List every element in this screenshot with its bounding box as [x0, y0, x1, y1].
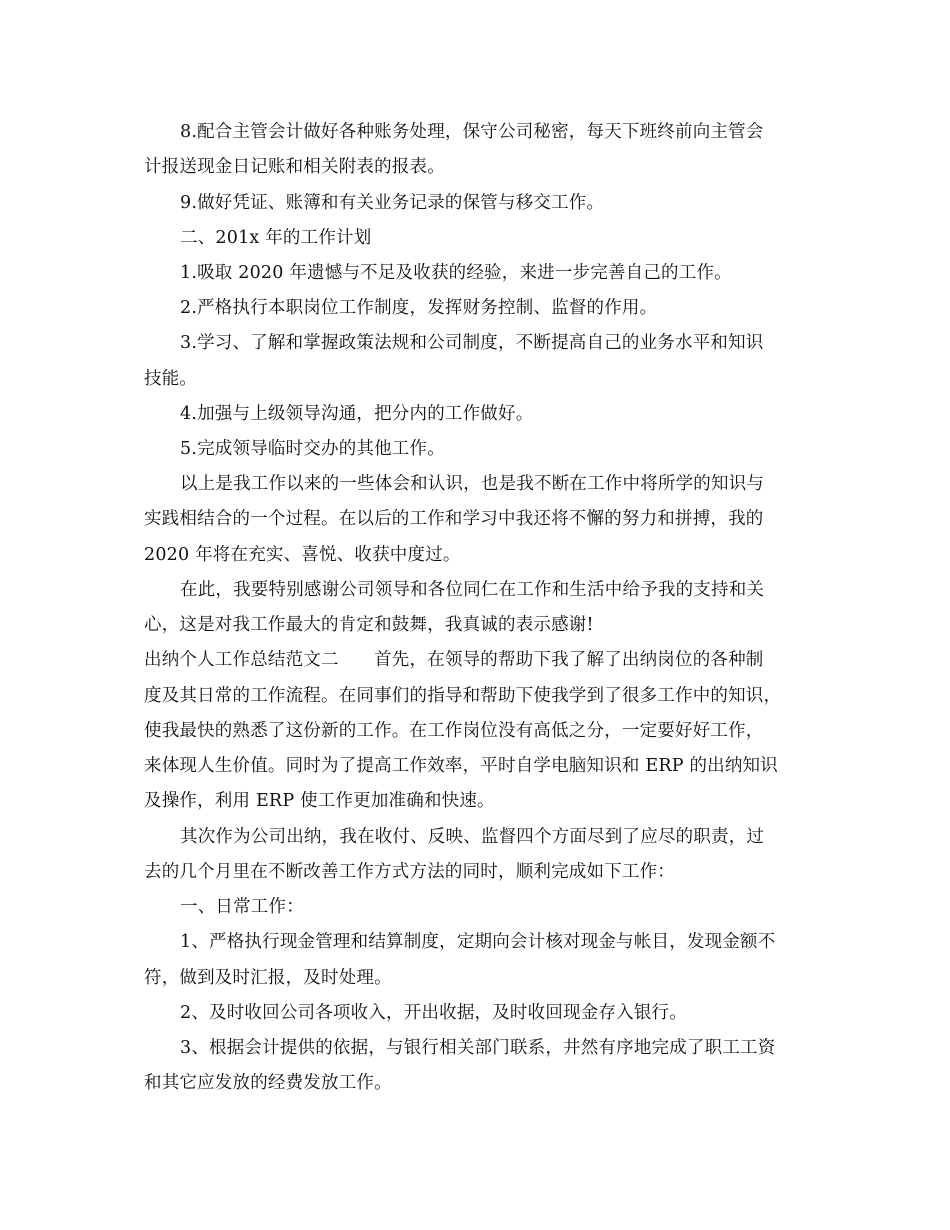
text-line: 5.完成领导临时交办的其他工作。 [180, 439, 445, 459]
text-line: 1、严格执行现金管理和结算制度，定期向会计核对现金与帐目，发现金额不 [180, 932, 776, 952]
text-line: 符，做到及时汇报，及时处理。 [144, 968, 392, 988]
text-line: 心，这是对我工作最大的肯定和鼓舞，我真诚的表示感谢! [144, 615, 594, 635]
text-line: 4.加强与上级领导沟通，把分内的工作做好。 [180, 404, 534, 424]
text-line: 8.配合主管会计做好各种账务处理，保守公司秘密，每天下班终前向主管会 [180, 122, 764, 142]
text-line: 技能。 [144, 369, 198, 389]
text-line: 3、根据会计提供的依据，与银行相关部门联系，井然有序地完成了职工工资 [180, 1038, 776, 1058]
text-line: 去的几个月里在不断改善工作方式方法的同时，顺利完成如下工作： [144, 862, 675, 882]
text-line: 其次作为公司出纳，我在收付、反映、监督四个方面尽到了应尽的职责，过 [180, 827, 765, 847]
text-line: 2.严格执行本职岗位工作制度，发挥财务控制、监督的作用。 [180, 298, 658, 318]
text-line: 计报送现金日记账和相关附表的报表。 [144, 157, 445, 177]
text-line: 2、及时收回公司各项收入，开出收据，及时收回现金存入银行。 [180, 1003, 687, 1023]
text-line: 以上是我工作以来的一些体会和认识，也是我不断在工作中将所学的知识与 [180, 474, 765, 494]
text-line: 实践相结合的一个过程。在以后的工作和学习中我还将不懈的努力和拼搏，我的 [144, 509, 764, 529]
text-line: 2020 年将在充实、喜悦、收获中度过。 [144, 545, 461, 565]
section-heading: 一、日常工作： [180, 897, 304, 917]
text-line: 1.吸取 2020 年遗憾与不足及收获的经验，来进一步完善自己的工作。 [180, 263, 732, 283]
text-line: 及操作，利用 ERP 使工作更加准确和快速。 [144, 791, 495, 811]
text-line: 来体现人生价值。同时为了提高工作效率，平时自学电脑知识和 ERP 的出纳知识 [144, 756, 778, 776]
text-line: 度及其日常的工作流程。在同事们的指导和帮助下使我学到了很多工作中的知识， [144, 686, 782, 706]
text-line: 3.学习、了解和掌握政策法规和公司制度，不断提高自己的业务水平和知识 [180, 333, 764, 353]
section-heading: 二、201x 年的工作计划 [180, 228, 372, 248]
text-line: 出纳个人工作总结范文二 首先，在领导的帮助下我了解了出纳岗位的各种制 [144, 650, 764, 670]
text-line: 9.做好凭证、账簿和有关业务记录的保管与移交工作。 [180, 193, 605, 213]
text-line: 使我最快的熟悉了这份新的工作。在工作岗位没有高低之分，一定要好好工作， [144, 721, 764, 741]
text-line: 和其它应发放的经费发放工作。 [144, 1073, 392, 1093]
text-line: 在此，我要特别感谢公司领导和各位同仁在工作和生活中给予我的支持和关 [180, 580, 765, 600]
